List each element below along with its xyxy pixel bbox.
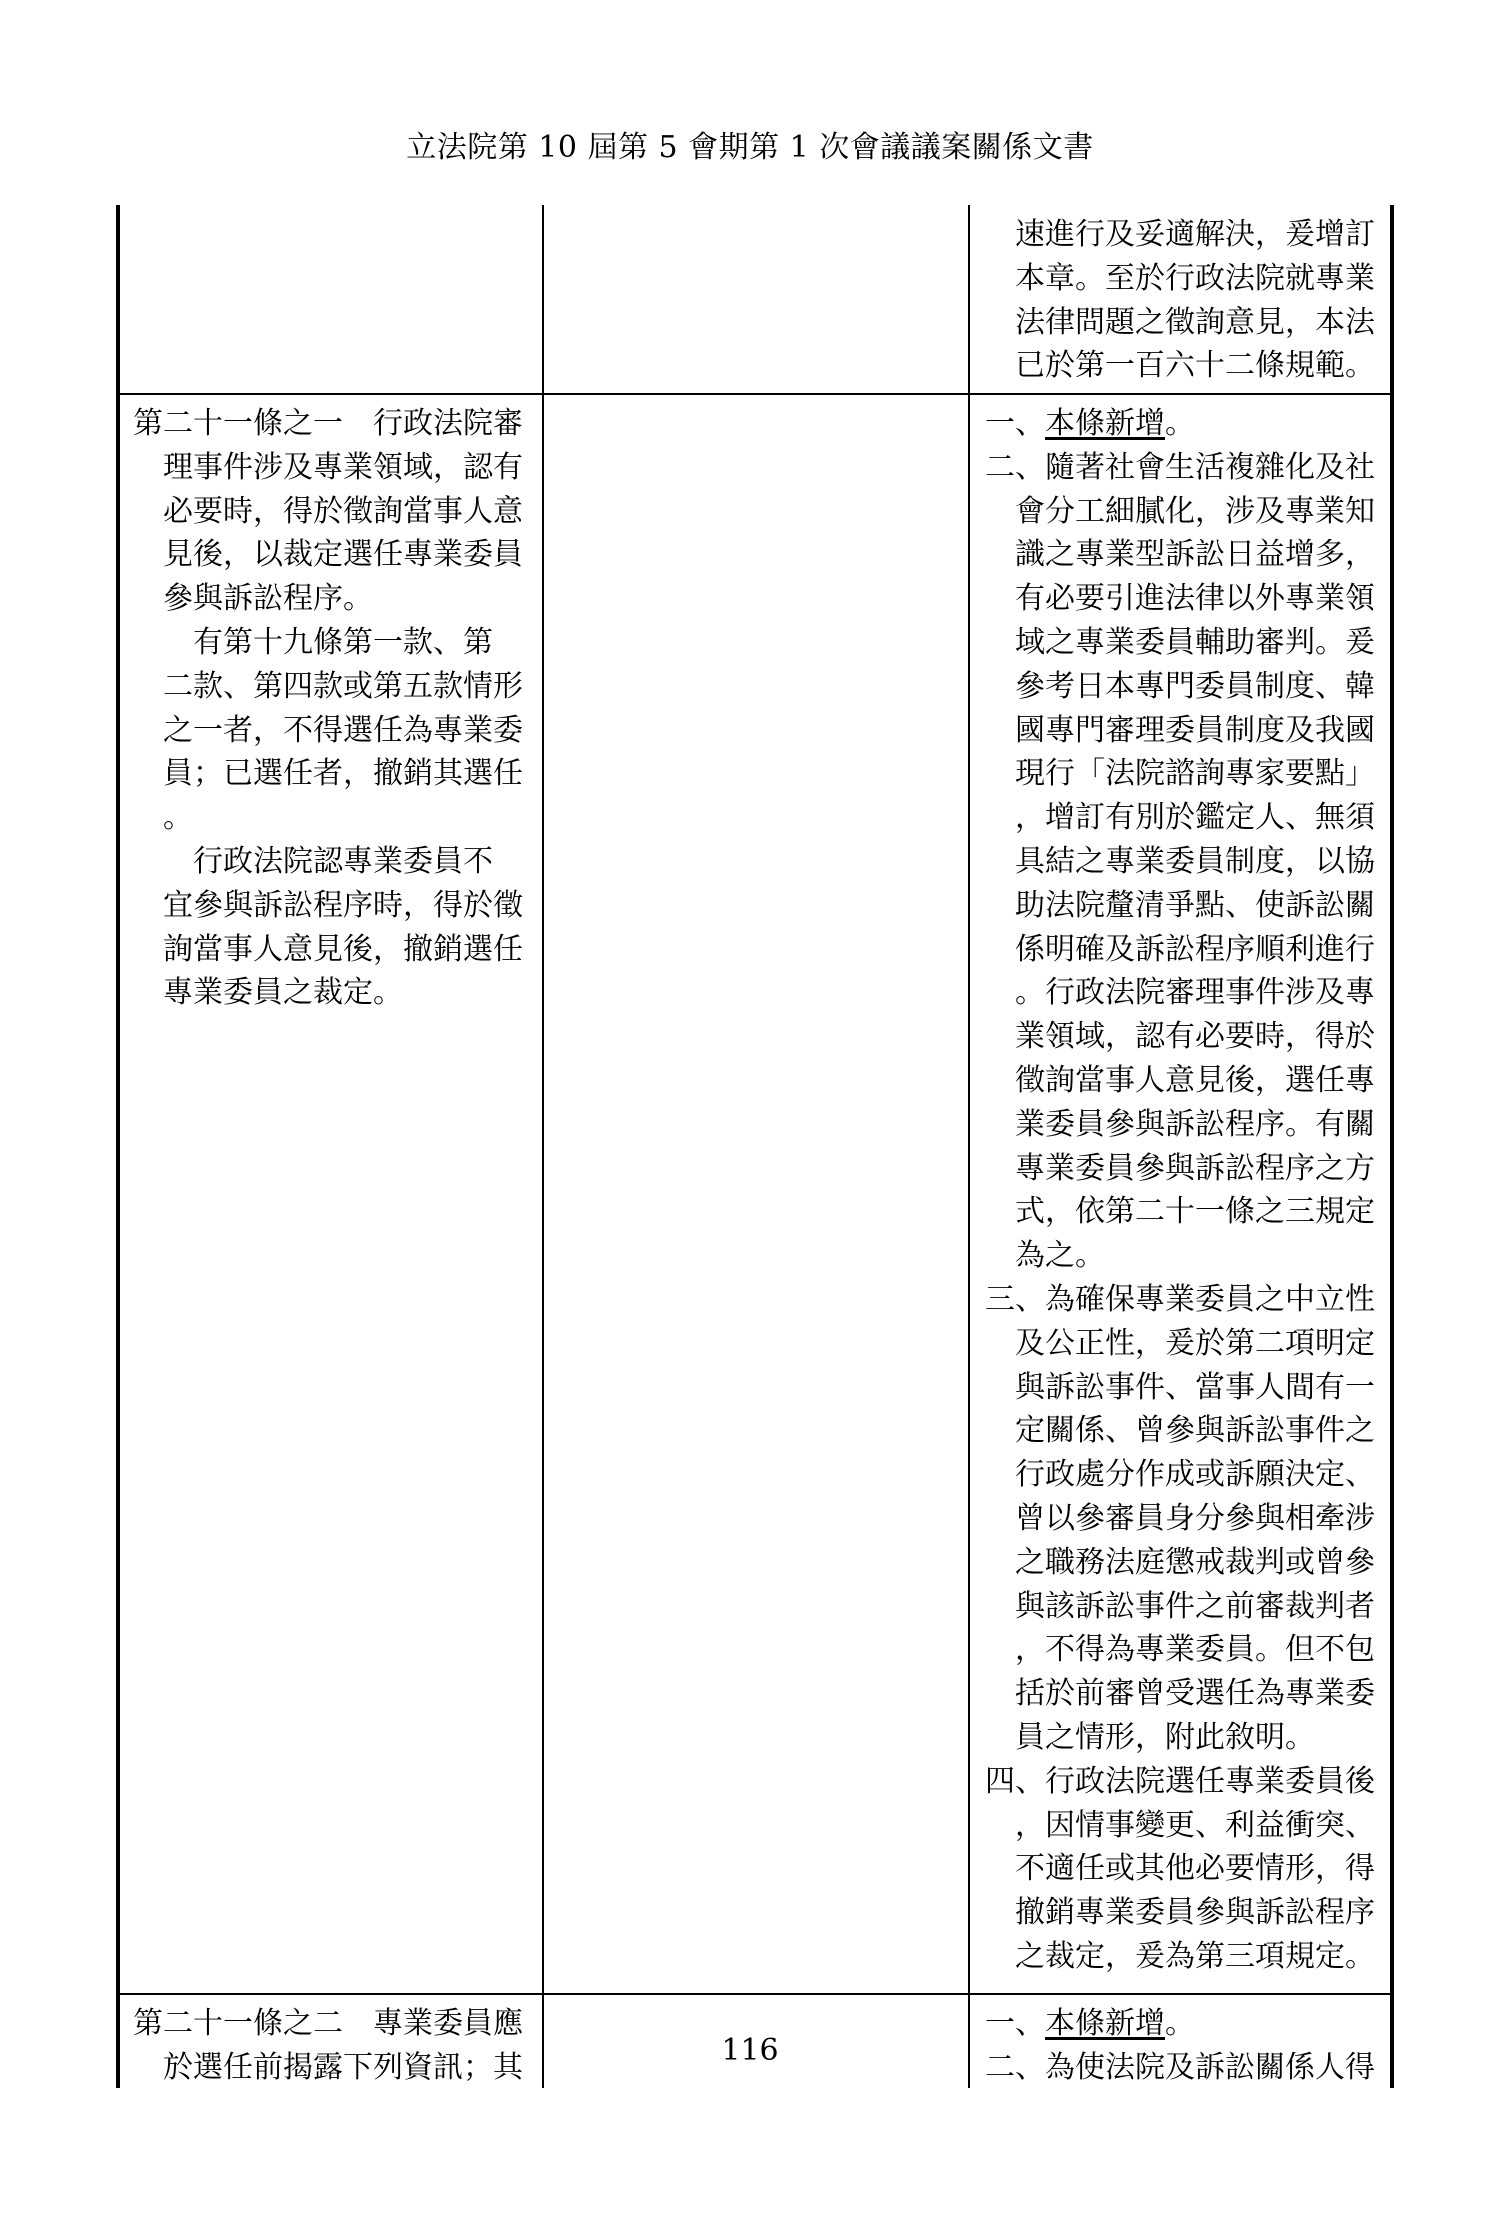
explanation-line: 業領域，認有必要時，得於 bbox=[985, 1019, 1375, 1055]
explanation-line: 之裁定，爰為第三項規定。 bbox=[985, 1938, 1375, 1974]
explanation-line: 括於前審曾受選任為專業委 bbox=[985, 1676, 1375, 1712]
row-divider-2 bbox=[116, 1993, 1394, 1995]
article-line: 第二十一條之二 專業委員應 bbox=[133, 2006, 523, 2041]
row1-right-cell bbox=[985, 213, 1385, 388]
row2-right-cell bbox=[985, 402, 1385, 1979]
explanation-line: 係明確及訴訟程序順利進行 bbox=[985, 931, 1375, 967]
explanation-line: 會分工細膩化，涉及專業知 bbox=[985, 493, 1375, 529]
page-number: 116 bbox=[721, 2033, 779, 2068]
column-divider-2 bbox=[968, 205, 970, 2088]
explanation-line: 。行政法院審理事件涉及專 bbox=[985, 975, 1375, 1011]
table-left-border bbox=[116, 205, 120, 2088]
article-line: 第二十一條之一 行政法院審 bbox=[133, 406, 523, 441]
article-line: 。 bbox=[133, 800, 193, 836]
explanation-line: 國專門審理委員制度及我國 bbox=[985, 712, 1375, 748]
explanation-line: ，因情事變更、利益衝突、 bbox=[985, 1807, 1375, 1843]
article-line: 必要時，得於徵詢當事人意 bbox=[133, 493, 523, 529]
explanation-line: 有必要引進法律以外專業領 bbox=[985, 581, 1375, 617]
item-number: 一、 bbox=[985, 406, 1045, 441]
item-punctuation: 。 bbox=[1165, 2006, 1195, 2041]
page-header: 立法院第 10 屆第 5 會期第 1 次會議議案關係文書 bbox=[406, 130, 1094, 165]
item-punctuation: 。 bbox=[1165, 406, 1195, 441]
article-line: 專業委員之裁定。 bbox=[133, 975, 403, 1011]
explanation-line: 速進行及妥適解決，爰增訂 bbox=[985, 217, 1375, 252]
article-line: 有第十九條第一款、第 bbox=[133, 624, 493, 660]
explanation-line: 四、行政法院選任專業委員後 bbox=[985, 1763, 1375, 1799]
explanation-line: 業委員參與訴訟程序。有關 bbox=[985, 1106, 1375, 1142]
explanation-line: 已於第一百六十二條規範。 bbox=[985, 348, 1375, 384]
row-divider-1 bbox=[116, 393, 1394, 395]
item-number: 一、 bbox=[985, 2006, 1045, 2041]
row2-left-cell bbox=[133, 402, 533, 1015]
article-line: 詢當事人意見後，撤銷選任 bbox=[133, 931, 523, 967]
explanation-line: 與該訴訟事件之前審裁判者 bbox=[985, 1588, 1375, 1624]
explanation-line: 徵詢當事人意見後，選任專 bbox=[985, 1062, 1375, 1098]
explanation-line: ，不得為專業委員。但不包 bbox=[985, 1632, 1375, 1668]
explanation-line: 不適任或其他必要情形，得 bbox=[985, 1851, 1375, 1887]
new-article-note: 本條新增 bbox=[1045, 2006, 1165, 2041]
explanation-line: 曾以參審員身分參與相牽涉 bbox=[985, 1500, 1375, 1536]
explanation-line: 二、為使法院及訴訟關係人得 bbox=[985, 2049, 1375, 2085]
explanation-item-1 bbox=[985, 402, 1385, 446]
explanation-line: 專業委員參與訴訟程序之方 bbox=[985, 1150, 1375, 1186]
article-line: 於選任前揭露下列資訊；其 bbox=[133, 2049, 523, 2085]
new-article-note: 本條新增 bbox=[1045, 406, 1165, 441]
article-line: 宜參與訴訟程序時，得於徵 bbox=[133, 887, 523, 923]
explanation-line: 助法院釐清爭點、使訴訟關 bbox=[985, 887, 1375, 923]
article-line: 二款、第四款或第五款情形 bbox=[133, 668, 523, 704]
explanation-line: 法律問題之徵詢意見，本法 bbox=[985, 304, 1375, 340]
article-line: 理事件涉及專業領域，認有 bbox=[133, 449, 523, 485]
explanation-line: 行政處分作成或訴願決定、 bbox=[985, 1457, 1375, 1493]
explanation-line: 式，依第二十一條之三規定 bbox=[985, 1194, 1375, 1230]
article-line: 之一者，不得選任為專業委 bbox=[133, 712, 523, 748]
comparison-table bbox=[116, 205, 1394, 2088]
article-line: 見後，以裁定選任專業委員 bbox=[133, 537, 523, 573]
explanation-line: 二、隨著社會生活複雜化及社 bbox=[985, 449, 1375, 485]
column-divider-1 bbox=[542, 205, 544, 2088]
article-line: 行政法院認專業委員不 bbox=[133, 843, 493, 879]
explanation-line: 之職務法庭懲戒裁判或曾參 bbox=[985, 1544, 1375, 1580]
explanation-line: 為之。 bbox=[985, 1238, 1105, 1274]
article-line: 參與訴訟程序。 bbox=[133, 581, 373, 617]
explanation-line: 本章。至於行政法院就專業 bbox=[985, 260, 1375, 296]
explanation-line: 定關係、曾參與訴訟事件之 bbox=[985, 1413, 1375, 1449]
explanation-line: ，增訂有別於鑑定人、無須 bbox=[985, 800, 1375, 836]
explanation-line: 現行「法院諮詢專家要點」 bbox=[985, 756, 1375, 792]
explanation-line: 及公正性，爰於第二項明定 bbox=[985, 1325, 1375, 1361]
explanation-line: 與訴訟事件、當事人間有一 bbox=[985, 1369, 1375, 1405]
explanation-line: 三、為確保專業委員之中立性 bbox=[985, 1281, 1375, 1317]
explanation-line: 具結之專業委員制度，以協 bbox=[985, 843, 1375, 879]
explanation-line: 員之情形，附此敘明。 bbox=[985, 1719, 1315, 1755]
explanation-line: 撤銷專業委員參與訴訟程序 bbox=[985, 1895, 1375, 1931]
table-right-border bbox=[1390, 205, 1394, 2088]
explanation-line: 識之專業型訴訟日益增多， bbox=[985, 537, 1375, 573]
article-line: 員；已選任者，撤銷其選任 bbox=[133, 756, 523, 792]
explanation-line: 參考日本專門委員制度、韓 bbox=[985, 668, 1375, 704]
explanation-line: 域之專業委員輔助審判。爰 bbox=[985, 624, 1375, 660]
